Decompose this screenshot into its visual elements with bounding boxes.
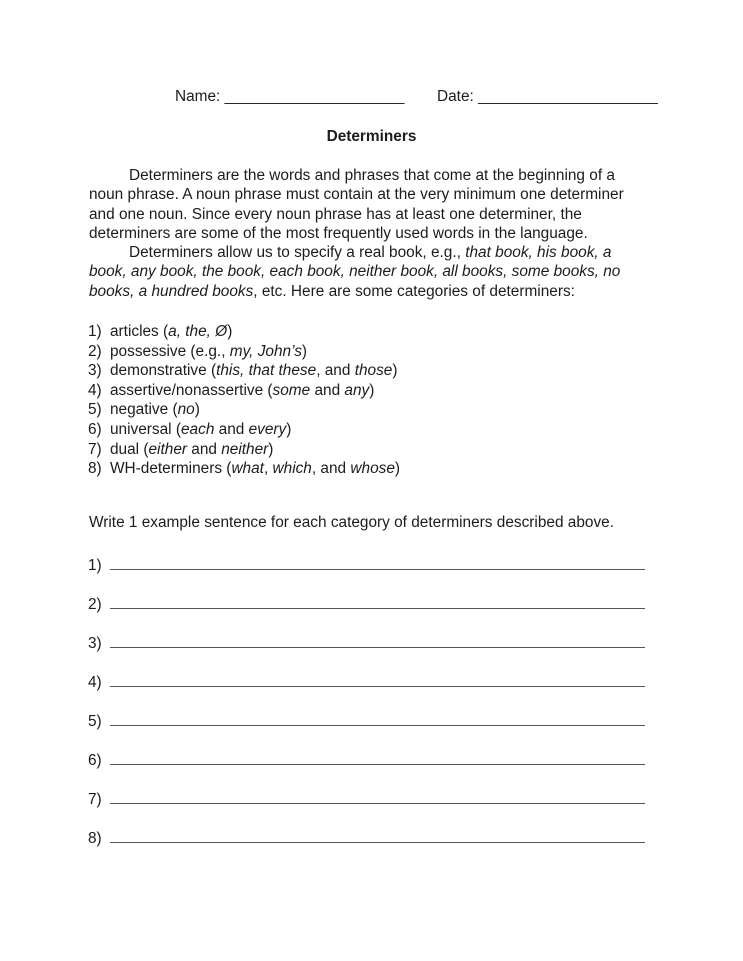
answer-number: 2) bbox=[88, 596, 102, 613]
category-number: 2) bbox=[88, 342, 102, 360]
answer-number: 4) bbox=[88, 674, 102, 691]
category-text: possessive (e.g., my, John’s) bbox=[110, 342, 308, 360]
category-item-assertive bbox=[88, 381, 668, 401]
answer-line-blank[interactable] bbox=[110, 827, 645, 843]
answer-section bbox=[88, 554, 655, 866]
text-line: book, any book, the book, each book, neither book, all books, some books, no bbox=[89, 263, 621, 281]
answer-line-blank[interactable] bbox=[110, 749, 645, 765]
date-blank[interactable]: _____________________ bbox=[478, 88, 658, 105]
answer-line-blank[interactable] bbox=[110, 710, 645, 726]
text-line: books, a hundred books, etc. Here are some categories of determiners: bbox=[89, 282, 575, 300]
answer-row bbox=[88, 593, 655, 632]
paragraph-examples bbox=[89, 243, 659, 301]
name-label: Name: bbox=[175, 88, 221, 105]
answer-number: 3) bbox=[88, 635, 102, 652]
answer-line-blank[interactable] bbox=[110, 671, 645, 687]
category-text: negative (no) bbox=[110, 401, 200, 419]
answer-line-blank[interactable] bbox=[110, 593, 645, 609]
answer-row bbox=[88, 671, 655, 710]
text-line: Determiners allow us to specify a real book, e.g., that book, his book, a bbox=[129, 244, 612, 262]
answer-line-blank[interactable] bbox=[110, 632, 645, 648]
category-item-wh-determiners bbox=[88, 459, 668, 479]
text-line: determiners are some of the most frequently used words in the language. bbox=[89, 224, 588, 242]
answer-number: 1) bbox=[88, 557, 102, 574]
category-number: 6) bbox=[88, 420, 102, 438]
text-line: and one noun. Since every noun phrase has at least one determiner, the bbox=[89, 205, 582, 223]
category-number: 4) bbox=[88, 381, 102, 399]
answer-number: 7) bbox=[88, 791, 102, 808]
answer-row bbox=[88, 710, 655, 749]
name-blank[interactable]: _____________________ bbox=[224, 88, 405, 105]
category-number: 7) bbox=[88, 440, 102, 458]
category-item-possessive bbox=[88, 342, 668, 362]
date-field-group bbox=[437, 87, 658, 106]
date-label: Date: bbox=[437, 88, 474, 105]
answer-row bbox=[88, 827, 655, 866]
answer-row bbox=[88, 632, 655, 671]
instruction-text: Write 1 example sentence for each category of determiners described above. bbox=[89, 514, 614, 531]
category-item-negative bbox=[88, 400, 668, 420]
category-text: universal (each and every) bbox=[110, 420, 292, 438]
category-text: dual (either and neither) bbox=[110, 440, 274, 458]
paragraph-definition bbox=[89, 166, 659, 243]
answer-row bbox=[88, 554, 655, 593]
text-line: noun phrase. A noun phrase must contain at the very minimum one determiner bbox=[89, 186, 624, 204]
answer-number: 5) bbox=[88, 713, 102, 730]
category-number: 3) bbox=[88, 362, 102, 380]
name-field-group bbox=[175, 87, 404, 106]
answer-number: 6) bbox=[88, 752, 102, 769]
category-item-dual bbox=[88, 440, 668, 460]
category-text: assertive/nonassertive (some and any) bbox=[110, 381, 375, 399]
category-item-articles bbox=[88, 322, 668, 342]
page-title: Determiners bbox=[326, 128, 417, 145]
category-number: 1) bbox=[88, 323, 102, 340]
answer-row bbox=[88, 749, 655, 788]
category-text: WH-determiners (what, which, and whose) bbox=[110, 460, 401, 478]
category-number: 8) bbox=[88, 460, 102, 478]
text-line: Determiners are the words and phrases that come at the beginning of a bbox=[129, 167, 615, 184]
answer-row bbox=[88, 788, 655, 827]
header-row bbox=[88, 87, 658, 107]
answer-line-blank[interactable] bbox=[110, 554, 645, 570]
category-item-universal bbox=[88, 420, 668, 440]
category-list bbox=[88, 322, 668, 479]
intro-paragraphs bbox=[89, 166, 659, 301]
category-item-demonstrative bbox=[88, 361, 668, 381]
answer-line-blank[interactable] bbox=[110, 788, 645, 804]
category-text: articles (a, the, Ø) bbox=[110, 323, 233, 340]
answer-number: 8) bbox=[88, 830, 102, 847]
category-number: 5) bbox=[88, 401, 102, 419]
category-text: demonstrative (this, that these, and those) bbox=[110, 362, 398, 380]
